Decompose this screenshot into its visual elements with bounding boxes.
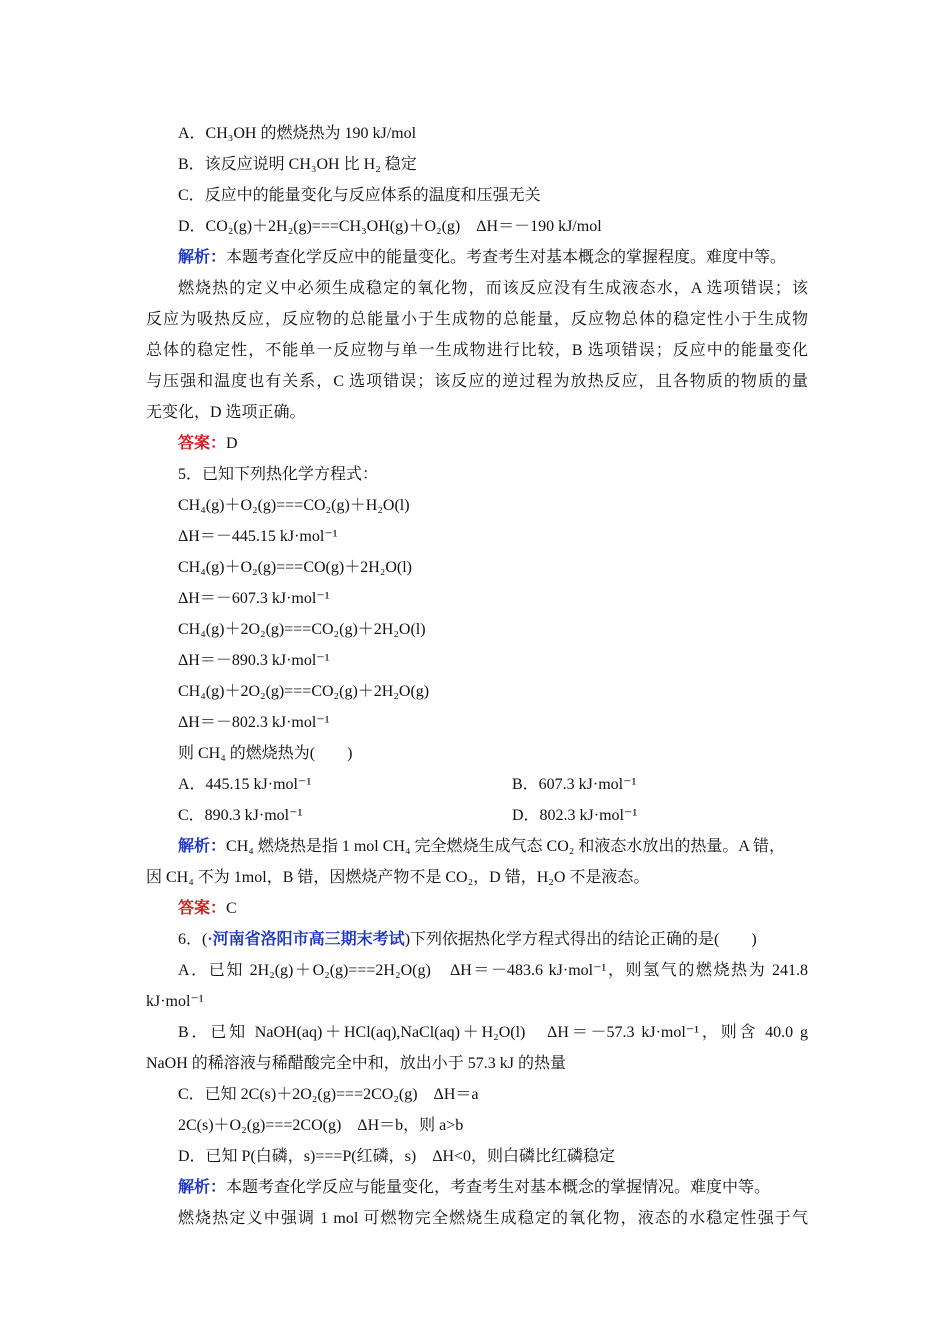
- q4-analysis-line-4: 总体的稳定性，不能单一反应物与单一生成物进行比较，B 选项错误；反应中的能量变化: [146, 342, 808, 359]
- q6-stem: [178, 930, 808, 950]
- q4-option-a: A．CH₃OH 的燃烧热为 190 kJ/mol: [178, 125, 417, 142]
- analysis-text: 本题考查化学反应与能量变化，考查考生对基本概念的掌握情况。难度中等。: [226, 1179, 771, 1196]
- q4-option-d: D．CO₂(g)＋2H₂(g)===CH₃OH(g)＋O₂(g) ΔH＝－190 kJ/mol: [178, 218, 602, 235]
- q6-analysis-line-2: 燃烧热定义中强调 1 mol 可燃物完全燃烧生成稳定的氧化物，液态的水稳定性强于气: [178, 1210, 808, 1227]
- q5-equation-2: CH₄(g)＋O₂(g)===CO(g)＋2H₂O(l): [178, 559, 412, 576]
- q6-option-b-line-1: B．已知 NaOH(aq)＋HCl(aq),NaCl(aq)＋H₂O(l) ΔH＝－57.3 kJ·mol⁻¹，则含 40.0 g: [178, 1024, 808, 1041]
- q6-option-b-line-2: NaOH 的稀溶液与稀醋酸完全中和，放出小于 57.3 kJ 的热量: [146, 1055, 566, 1072]
- q6-source: ·河南省洛阳市高三期末考试: [207, 931, 405, 948]
- q5-stem: 5．已知下列热化学方程式：: [178, 466, 379, 483]
- q6-option-a-line-1: A．已知 2H₂(g)＋O₂(g)===2H₂O(g) ΔH＝－483.6 kJ·mol⁻¹，则氢气的燃烧热为 241.8: [178, 962, 808, 979]
- q5-equation-4: CH₄(g)＋2O₂(g)===CO₂(g)＋2H₂O(g): [178, 683, 430, 700]
- analysis-label: 解析：: [178, 249, 227, 266]
- answer-value: D: [226, 435, 238, 452]
- analysis-text: CH₄ 燃烧热是指 1 mol CH₄ 完全燃烧生成气态 CO₂ 和液态水放出的热量。A 错，: [226, 838, 785, 855]
- q5-option-c: C．890.3 kJ·mol⁻¹: [178, 807, 303, 824]
- q5-option-a: A．445.15 kJ·mol⁻¹: [178, 776, 312, 793]
- q6-stem-text: )下列依据热化学方程式得出的结论正确的是( ): [404, 931, 757, 948]
- q5-option-b: B．607.3 kJ·mol⁻¹: [512, 776, 637, 793]
- answer-label: 答案：: [178, 435, 227, 452]
- q5-equation-3: CH₄(g)＋2O₂(g)===CO₂(g)＋2H₂O(l): [178, 621, 426, 638]
- q5-enthalpy-4: ΔH＝－802.3 kJ·mol⁻¹: [178, 714, 330, 731]
- q5-analysis-line-2: 因 CH₄ 不为 1mol，B 错，因燃烧产物不是 CO₂，D 错，H₂O 不是液态。: [146, 869, 650, 886]
- q4-answer: [178, 434, 808, 454]
- q6-option-d: D．已知 P(白磷，s)===P(红磷，s) ΔH<0，则白磷比红磷稳定: [178, 1148, 616, 1165]
- answer-value: C: [226, 900, 237, 917]
- q4-analysis-line-2: 燃烧热的定义中必须生成稳定的氧化物，而该反应没有生成液态水，A 选项错误；该: [178, 280, 808, 297]
- q5-enthalpy-1: ΔH＝－445.15 kJ·mol⁻¹: [178, 528, 338, 545]
- q5-options-row-1: [178, 775, 808, 795]
- q4-analysis-line-6: 无变化，D 选项正确。: [146, 404, 306, 421]
- q6-option-c-line-1: C．已知 2C(s)＋2O₂(g)===2CO₂(g) ΔH＝a: [178, 1086, 479, 1103]
- analysis-text: 本题考查化学反应中的能量变化。考查考生对基本概念的掌握程度。难度中等。: [226, 249, 787, 266]
- q4-option-b: B．该反应说明 CH₃OH 比 H₂ 稳定: [178, 156, 417, 173]
- q6-option-a-line-2: kJ·mol⁻¹: [146, 993, 204, 1010]
- q4-analysis-line-3: 反应为吸热反应，反应物的总能量小于生成物的总能量，反应物总体的稳定性小于生成物: [146, 311, 808, 328]
- q5-question: 则 CH₄ 的燃烧热为( ): [178, 745, 353, 762]
- analysis-label: 解析：: [178, 838, 227, 855]
- q6-number: 6．(: [178, 931, 208, 948]
- q5-enthalpy-3: ΔH＝－890.3 kJ·mol⁻¹: [178, 652, 330, 669]
- q6-option-c-line-2: 2C(s)＋O₂(g)===2CO(g) ΔH＝b，则 a>b: [178, 1117, 464, 1134]
- q5-enthalpy-2: ΔH＝－607.3 kJ·mol⁻¹: [178, 590, 330, 607]
- q4-analysis-line-1: [178, 248, 808, 268]
- analysis-label: 解析：: [178, 1179, 227, 1196]
- q5-analysis-line-1: [178, 837, 808, 857]
- answer-label: 答案：: [178, 900, 227, 917]
- q6-analysis-line-1: [178, 1178, 808, 1198]
- q5-answer: [178, 899, 808, 919]
- q4-option-c: C．反应中的能量变化与反应体系的温度和压强无关: [178, 187, 541, 204]
- q5-option-d: D．802.3 kJ·mol⁻¹: [512, 807, 638, 824]
- q5-options-row-2: [178, 806, 808, 826]
- q4-analysis-line-5: 与压强和温度也有关系，C 选项错误；该反应的逆过程为放热反应，且各物质的物质的量: [146, 373, 808, 390]
- q5-equation-1: CH₄(g)＋O₂(g)===CO₂(g)＋H₂O(l): [178, 497, 410, 514]
